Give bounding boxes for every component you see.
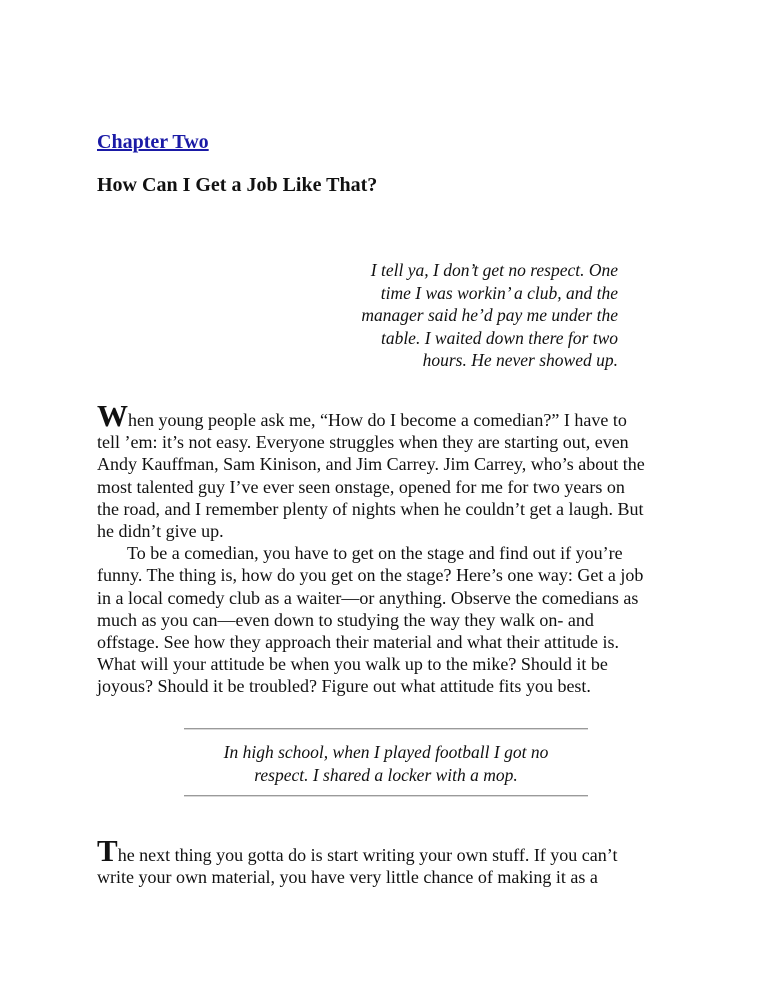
- paragraph-line: joyous? Should it be troubled? Figure out what attitude fits you best.: [97, 676, 591, 697]
- paragraph-line: write your own material, you have very little chance of making it as a: [97, 867, 598, 888]
- paragraph-line: To be a comedian, you have to get on the stage and find out if you’re: [127, 543, 623, 564]
- chapter-title: How Can I Get a Job Like That?: [97, 174, 378, 196]
- pull-quote: [184, 741, 588, 787]
- pull-quote-line: In high school, when I played football I got no: [223, 742, 549, 762]
- epigraph-line: time I was workin’ a club, and the: [380, 282, 618, 303]
- paragraph-line: What will your attitude be when you walk up to the mike? Should it be: [97, 654, 608, 675]
- pull-quote-bottom-rule: [184, 795, 588, 797]
- epigraph-line: manager said he’d pay me under the: [361, 305, 618, 325]
- paragraph-line: in a local comedy club as a waiter—or anything. Observe the comedians as: [97, 587, 639, 608]
- paragraph-line: the road, and I remember plenty of nights when he couldn’t get a laugh. But: [97, 498, 644, 519]
- paragraph-line: Andy Kauffman, Sam Kinison, and Jim Carrey. Jim Carrey, who’s about the: [97, 454, 645, 475]
- body-text-block-1: [97, 398, 687, 698]
- pull-quote-top-rule: [184, 728, 588, 730]
- body-text-block-2: [97, 833, 687, 888]
- pull-quote-line: respect. I shared a locker with a mop.: [254, 765, 518, 785]
- drop-cap: W: [97, 398, 128, 433]
- drop-cap: T: [97, 833, 118, 868]
- paragraph-line: much as you can—even down to studying the way they walk on- and: [97, 609, 594, 630]
- paragraph-line: funny. The thing is, how do you get on the stage? Here’s one way: Get a job: [97, 565, 644, 586]
- paragraph-line: offstage. See how they approach their material and what their attitude is.: [97, 632, 619, 653]
- paragraph-line-text: he next thing you gotta do is start writing your own stuff. If you can’t: [117, 845, 618, 865]
- paragraph-line: tell ’em: it’s not easy. Everyone struggles when they are starting out, even: [97, 432, 629, 453]
- epigraph-line: I tell ya, I don’t get no respect. One: [370, 260, 618, 280]
- epigraph-line: table. I waited down there for two: [380, 327, 618, 348]
- paragraph-line: [97, 398, 687, 433]
- epigraph-line: hours. He never showed up.: [422, 350, 618, 370]
- paragraph-line: most talented guy I’ve ever seen onstage, opened for me for two years on: [97, 476, 625, 497]
- epigraph-quote: [318, 259, 618, 372]
- chapter-link[interactable]: Chapter Two: [97, 131, 209, 153]
- paragraph-line: he didn’t give up.: [97, 521, 224, 542]
- paragraph-line-text: hen young people ask me, “How do I become a comedian?” I have to: [128, 410, 627, 430]
- paragraph-line: [97, 833, 687, 868]
